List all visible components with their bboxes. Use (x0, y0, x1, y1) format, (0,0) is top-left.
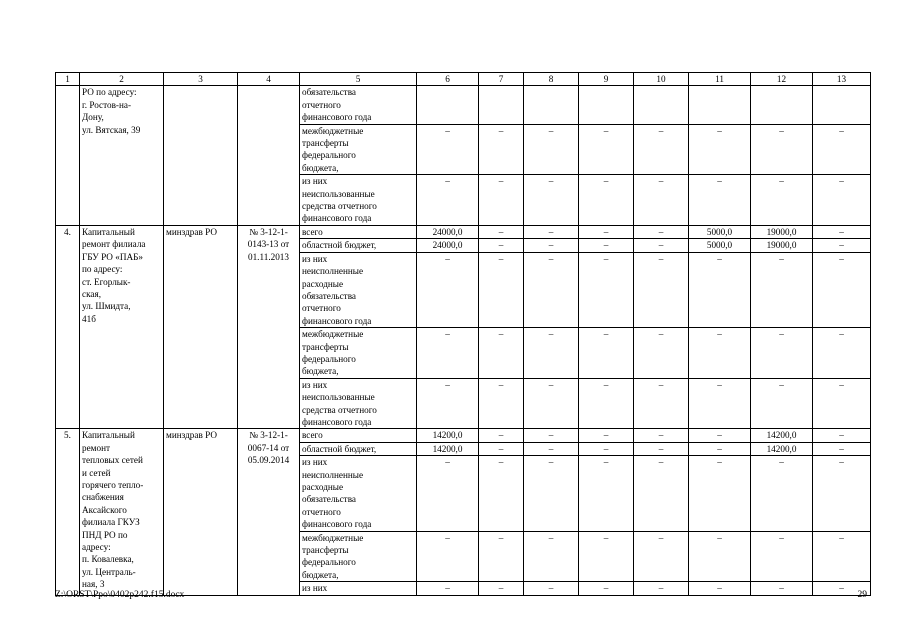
col-header: 4 (238, 73, 300, 86)
value-cell: – (813, 531, 871, 582)
value-cell: – (524, 429, 579, 442)
document-ref: № 3-12-1- 0143-13 от 01.11.2013 (238, 225, 300, 429)
value-cell: – (524, 175, 579, 226)
value-cell: – (579, 328, 634, 379)
col-header: 7 (479, 73, 524, 86)
value-cell: – (479, 252, 524, 327)
col-header: 9 (579, 73, 634, 86)
budget-table (55, 72, 871, 596)
value-cell: 14200,0 (417, 442, 479, 455)
value-cell: – (417, 328, 479, 379)
row-label: всего (300, 225, 417, 238)
value-cell: – (479, 328, 524, 379)
value-cell: – (689, 456, 751, 531)
row-label: из них неиспользованные средства отчетного финансового года (300, 175, 417, 226)
value-cell: – (579, 252, 634, 327)
row-label: межбюджетные трансферты федерального бюджета, (300, 531, 417, 582)
object-name: Капитальный ремонт филиала ГБУ РО «ПАБ» по адресу: ст. Егорлык- ская, ул. Шмидта, 41б (80, 225, 164, 429)
page-number: 29 (857, 590, 867, 600)
value-cell: 14200,0 (751, 442, 813, 455)
value-cell: – (751, 252, 813, 327)
row-label: обязательства отчетного финансового года (300, 86, 417, 124)
value-cell: – (689, 442, 751, 455)
value-cell: – (479, 582, 524, 595)
value-cell: – (813, 442, 871, 455)
document-ref: № 3-12-1- 0067-14 от 05.09.2014 (238, 429, 300, 595)
value-cell: – (579, 378, 634, 429)
value-cell: – (813, 429, 871, 442)
object-name: РО по адресу: г. Ростов-на- Дону, ул. Вятская, 39 (80, 86, 164, 225)
value-cell: – (524, 378, 579, 429)
value-cell: 19000,0 (751, 239, 813, 252)
value-cell: – (524, 456, 579, 531)
value-cell: – (634, 175, 689, 226)
value-cell: – (524, 225, 579, 238)
value-cell: – (751, 124, 813, 175)
value-cell: – (634, 378, 689, 429)
value-cell: – (689, 378, 751, 429)
value-cell: – (579, 429, 634, 442)
col-header: 13 (813, 73, 871, 86)
value-cell: – (813, 239, 871, 252)
value-cell: – (634, 531, 689, 582)
row-label: областной бюджет, (300, 239, 417, 252)
value-cell: – (689, 328, 751, 379)
value-cell: – (417, 252, 479, 327)
value-cell: – (751, 456, 813, 531)
value-cell: – (634, 225, 689, 238)
value-cell: – (813, 252, 871, 327)
value-cell: – (751, 531, 813, 582)
value-cell: – (579, 239, 634, 252)
value-cell: – (751, 378, 813, 429)
agency: минздрав РО (164, 429, 238, 595)
value-cell: – (813, 328, 871, 379)
value-cell: – (813, 378, 871, 429)
value-cell: – (751, 328, 813, 379)
row-number: 5. (56, 429, 80, 595)
footer-file-path: Z:\ORST\Ppo\0402p242.f15.docx (55, 590, 185, 600)
col-header: 10 (634, 73, 689, 86)
value-cell: – (634, 442, 689, 455)
value-cell: – (634, 328, 689, 379)
value-cell: – (524, 124, 579, 175)
row-label: межбюджетные трансферты федерального бюджета, (300, 328, 417, 379)
col-header: 5 (300, 73, 417, 86)
object-name: Капитальный ремонт тепловых сетей и сетей горячего тепло- снабжения Аксайского филиала ГКУЗ ПНД РО по адресу: п. Ковалевка, ул. Централь- ная, 3 (80, 429, 164, 595)
value-cell: – (634, 429, 689, 442)
row-label: из них неисполненные расходные обязательства отчетного финансового года (300, 252, 417, 327)
value-cell: – (417, 582, 479, 595)
value-cell: – (417, 531, 479, 582)
value-cell: 5000,0 (689, 225, 751, 238)
table-row (56, 225, 871, 238)
col-header: 11 (689, 73, 751, 86)
row-label: из них неисполненные расходные обязательства отчетного финансового года (300, 456, 417, 531)
value-cell: – (479, 175, 524, 226)
col-header: 6 (417, 73, 479, 86)
col-header: 2 (80, 73, 164, 86)
value-cell: – (579, 582, 634, 595)
row-label: из них (300, 582, 417, 595)
value-cell: – (524, 582, 579, 595)
col-header: 1 (56, 73, 80, 86)
value-cell: – (689, 124, 751, 175)
value-cell: 14200,0 (751, 429, 813, 442)
value-cell: – (417, 124, 479, 175)
value-cell: – (479, 378, 524, 429)
agency: минздрав РО (164, 225, 238, 429)
value-cell: – (479, 124, 524, 175)
row-label: областной бюджет, (300, 442, 417, 455)
value-cell: – (634, 456, 689, 531)
value-cell: – (579, 124, 634, 175)
value-cell: – (524, 442, 579, 455)
table-row (56, 429, 871, 442)
value-cell: – (689, 531, 751, 582)
value-cell: – (689, 429, 751, 442)
col-header: 3 (164, 73, 238, 86)
value-cell: – (417, 378, 479, 429)
row-label: из них неиспользованные средства отчетного финансового года (300, 378, 417, 429)
value-cell: – (579, 531, 634, 582)
value-cell: – (417, 456, 479, 531)
value-cell: – (634, 252, 689, 327)
value-cell: 19000,0 (751, 225, 813, 238)
value-cell: – (479, 225, 524, 238)
table-row (56, 86, 871, 124)
value-cell: 24000,0 (417, 239, 479, 252)
col-header: 8 (524, 73, 579, 86)
value-cell: – (634, 582, 689, 595)
value-cell: – (634, 124, 689, 175)
col-header: 12 (751, 73, 813, 86)
value-cell: – (689, 252, 751, 327)
value-cell: – (479, 429, 524, 442)
value-cell: – (813, 456, 871, 531)
value-cell: – (813, 225, 871, 238)
value-cell: – (579, 225, 634, 238)
value-cell: – (479, 239, 524, 252)
value-cell: – (634, 239, 689, 252)
header-row (56, 73, 871, 86)
value-cell: – (813, 124, 871, 175)
value-cell: 24000,0 (417, 225, 479, 238)
value-cell: – (751, 582, 813, 595)
value-cell: 5000,0 (689, 239, 751, 252)
row-number: 4. (56, 225, 80, 429)
value-cell: – (751, 175, 813, 226)
value-cell: – (813, 582, 871, 595)
value-cell: – (479, 456, 524, 531)
row-label: всего (300, 429, 417, 442)
value-cell: – (479, 442, 524, 455)
value-cell: – (524, 328, 579, 379)
value-cell: – (579, 175, 634, 226)
value-cell: – (579, 442, 634, 455)
value-cell: – (479, 531, 524, 582)
value-cell: – (579, 456, 634, 531)
value-cell: – (417, 175, 479, 226)
row-label: межбюджетные трансферты федерального бюджета, (300, 124, 417, 175)
value-cell: 14200,0 (417, 429, 479, 442)
value-cell: – (524, 239, 579, 252)
value-cell: – (689, 582, 751, 595)
value-cell: – (524, 531, 579, 582)
value-cell: – (813, 175, 871, 226)
value-cell: – (524, 252, 579, 327)
value-cell: – (689, 175, 751, 226)
